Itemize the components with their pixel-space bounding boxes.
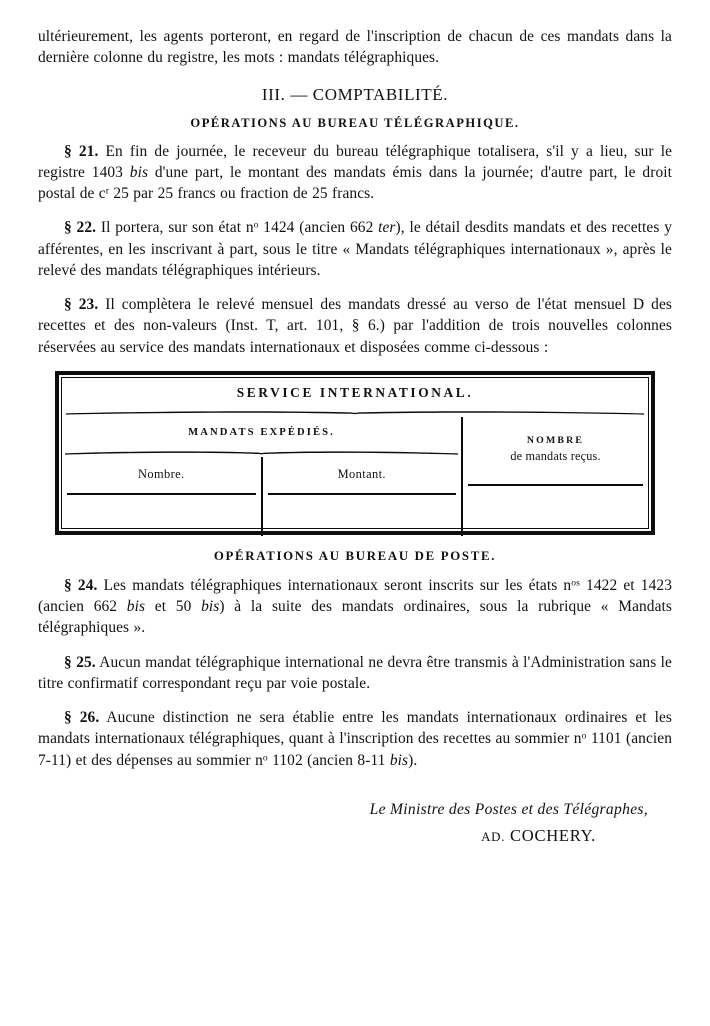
article-21-text3: 25 par 25 francs ou fraction de 25 francs. xyxy=(109,185,375,202)
article-24-marker: § 24. xyxy=(64,576,98,594)
article-21 xyxy=(38,141,672,205)
column-mandats-recus xyxy=(461,417,648,536)
article-22-text3: ), le détail desdits mandats et des recettes y afférentes, en les inscrivant à part, sous le titre « Mandats télégraphiques internationaux », après le relevé des mandats télégraphiques intérieurs. xyxy=(38,219,672,279)
article-26-text4: ). xyxy=(408,751,418,769)
subheading-bureau-de-poste: OPÉRATIONS AU BUREAU DE POSTE. xyxy=(213,548,497,563)
article-25-text: Aucun mandat télégraphique international ne devra être transmis à l'Administration sans le titre confirmatif correspondant reçu par voie postale. xyxy=(38,653,672,692)
article-24-italic2: bis xyxy=(201,598,220,615)
section-heading: III. — COMPTABILITÉ. xyxy=(261,84,449,104)
column-montant xyxy=(261,457,462,536)
article-25-marker: § 25. xyxy=(64,653,96,671)
signature-name: COCHERY. xyxy=(510,825,596,845)
document-page xyxy=(38,26,672,846)
subheading-bureau-telegraphique: OPÉRATIONS AU BUREAU TÉLÉGRAPHIQUE. xyxy=(190,115,520,130)
column-recus-label-detail: de mandats reçus. xyxy=(510,448,601,463)
article-26 xyxy=(38,707,672,771)
column-nombre xyxy=(62,457,261,536)
figure-inner-frame xyxy=(61,377,649,529)
article-21-text2: d'une part, le montant des mandats émis dans la journée; d'autre part, le droit postal de c xyxy=(38,163,672,202)
signature-name-prefix: AD. xyxy=(481,828,506,844)
article-23 xyxy=(38,294,672,358)
article-24-text2: 1422 et 1423 (ancien 662 xyxy=(38,576,672,615)
swelled-rule-icon xyxy=(62,408,648,417)
article-24-text: Les mandats télégraphiques internationaux seront inscrits sur les états n xyxy=(103,576,572,594)
article-21-sup: r xyxy=(105,185,109,197)
column-recus-label-nombre: NOMBRE xyxy=(526,434,585,446)
cell-montant-empty xyxy=(263,495,462,536)
swelled-rule-icon xyxy=(62,448,461,457)
figure-outer-frame xyxy=(55,371,655,535)
article-21-marker: § 21. xyxy=(64,142,99,160)
article-22-text2: 1424 (ancien 662 xyxy=(258,219,379,237)
article-26-sup2: o xyxy=(262,751,268,763)
article-23-marker: § 23. xyxy=(64,296,99,313)
group-header-cell xyxy=(62,417,461,448)
article-26-text: Aucune distinction ne sera établie entre les mandats internationaux ordinaires et les mandats internationaux télégraphiques, quant à l'inscription des recettes au sommier n xyxy=(38,709,673,748)
article-22-italic: ter xyxy=(378,219,396,237)
article-23-text: Il complètera le relevé mensuel des mandats dressé au verso de l'état mensuel D des recettes et des non-valeurs (Inst. T, art. 101, § 6.) par l'addition de trois nouvelles colonnes réservées au service des mandats internationaux et disposées comme ci-dessous : xyxy=(38,296,672,356)
group-header-label: MANDATS EXPÉDIÉS. xyxy=(188,426,335,438)
signature-block xyxy=(38,801,672,846)
article-22-sup: o xyxy=(253,219,259,231)
signature-title: Le Ministre des Postes et des Télégraphes, xyxy=(369,800,648,818)
article-24-italic: bis xyxy=(126,598,146,615)
article-26-marker: § 26. xyxy=(64,709,100,726)
column-nombre-label: Nombre. xyxy=(138,467,185,482)
article-26-text3: 1102 (ancien 8-11 xyxy=(267,751,390,769)
top-paragraph: ultérieurement, les agents porteront, en regard de l'inscription de chacun de ces mandats dans la dernière colonne du registre, les mots : mandats télégraphiques. xyxy=(38,28,672,67)
cell-nombre-empty xyxy=(62,495,261,536)
table-title-band xyxy=(62,378,648,408)
article-22-text: Il portera, sur son état n xyxy=(100,219,254,237)
article-24 xyxy=(38,575,672,639)
article-24-sup: os xyxy=(571,577,580,589)
column-rule xyxy=(468,484,643,486)
article-24-text3: et 50 xyxy=(145,598,202,615)
article-22-marker: § 22. xyxy=(64,219,97,237)
sub-columns xyxy=(62,457,461,536)
article-22 xyxy=(38,217,672,281)
article-25 xyxy=(38,652,672,695)
column-group-mandats-expedies xyxy=(62,417,461,536)
article-26-sup: o xyxy=(581,730,587,742)
article-24-text4: ) à la suite des mandats ordinaires, sous la rubrique « Mandats télégraphiques ». xyxy=(38,598,672,637)
table-columns-row xyxy=(62,417,648,536)
article-21-text: En fin de journée, le receveur du bureau télégraphique totalisera, s'il y a lieu, sur le registre 1403 xyxy=(38,142,673,181)
signature-name-line xyxy=(38,826,648,846)
service-international-figure xyxy=(38,371,672,535)
article-26-text2: 1101 (ancien 7-11) et des dépenses au sommier n xyxy=(38,730,673,769)
table-title: SERVICE INTERNATIONAL. xyxy=(236,384,474,400)
article-21-italic: bis xyxy=(129,163,149,181)
article-26-italic: bis xyxy=(389,751,409,769)
column-montant-label: Montant. xyxy=(337,467,386,482)
